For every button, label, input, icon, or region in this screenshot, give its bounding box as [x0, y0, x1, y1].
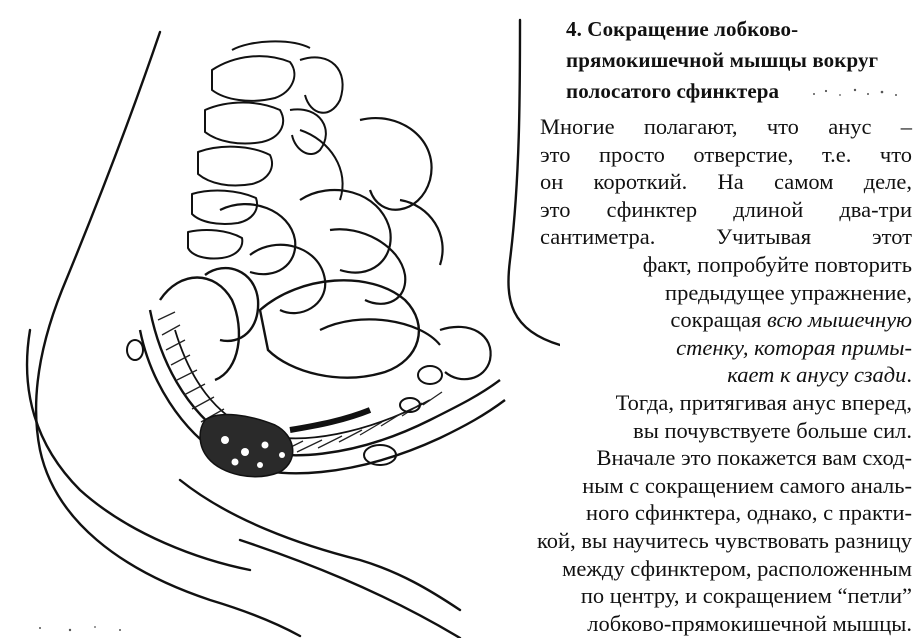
paragraph-line: вы почувствуете больше сил. — [633, 417, 912, 443]
paragraph-line: это просто отверстие, т.е. что — [540, 141, 912, 167]
paragraph-line: ного сфинктера, однако, с практи- — [586, 500, 912, 526]
paragraph-2 — [466, 389, 912, 637]
paragraph-line: он короткий. На самом деле, — [540, 169, 912, 195]
puborectalis-muscle-sling — [127, 310, 505, 477]
scan-specks-heading — [800, 82, 910, 102]
paragraph-line — [540, 306, 912, 334]
heading-line: 4. Сокращение лобково- — [566, 17, 799, 41]
paragraph-line: между сфинктером, расположенным — [562, 555, 912, 581]
heading-line: прямокишечной мышцы вокруг — [566, 48, 879, 72]
text-run: сокращая — [670, 307, 768, 333]
paragraph-line: Вначале это покажется вам сход- — [596, 445, 912, 471]
paragraph-line: Тогда, притягивая анус вперед, — [615, 390, 912, 415]
paragraph-line: лобково-прямокишечной мышцы. — [587, 610, 912, 636]
text-run: . — [906, 362, 912, 388]
paragraph-line — [540, 361, 912, 389]
paragraph-line: кой, вы научитесь чувствовать разницу — [537, 527, 912, 553]
sacrum-vertebrae — [188, 41, 343, 258]
paragraph-line: сантиметра. Учитывая этот — [540, 224, 912, 250]
italic-text: стенку, которая примы- — [676, 334, 912, 360]
paragraph-line: это сфинктер длиной два-три — [540, 196, 912, 222]
paragraph-line: факт, попробуйте повторить — [642, 251, 912, 277]
paragraph-line: по центру, и сокращением “петли” — [580, 583, 912, 609]
paragraph-line: ным с сокращением самого аналь- — [582, 472, 912, 498]
pubic-bone — [320, 319, 491, 379]
italic-text: кает к анусу сзади — [727, 362, 907, 388]
pelvic-organs — [160, 268, 419, 380]
paragraph-line: предыдущее упражнение, — [665, 279, 912, 305]
paragraph-1 — [540, 113, 912, 389]
italic-text: всю мышечную — [767, 307, 912, 333]
paragraph-line — [540, 334, 912, 362]
scan-specks — [39, 626, 121, 631]
paragraph-line: Многие полагают, что анус – — [540, 114, 912, 139]
heading-line: полосатого сфинктера — [566, 79, 780, 103]
